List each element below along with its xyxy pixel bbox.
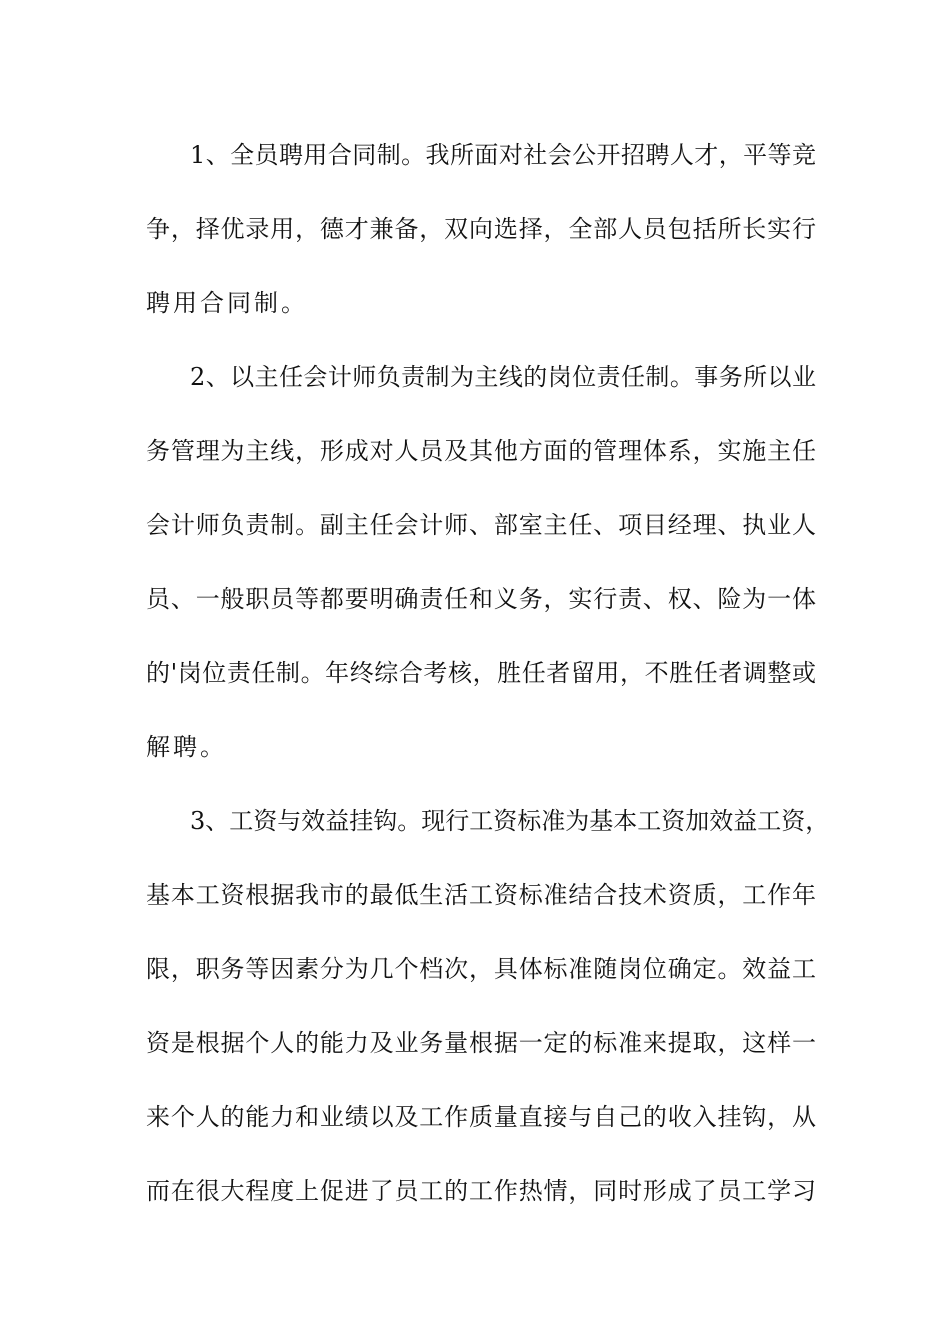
paragraph-3-line-3: 限，职务等因素分为几个档次，具体标准随岗位确定。效益工 [146,955,816,983]
paragraph-2-line-6: 解聘。 [146,733,227,761]
paragraph-3-line-4: 资是根据个人的能力及业务量根据一定的标准来提取，这样一 [146,1029,816,1057]
paragraph-2-line-3: 会计师负责制。副主任会计师、部室主任、项目经理、执业人 [146,511,816,539]
paragraph-3-line-2: 基本工资根据我市的最低生活工资标准结合技术资质，工作年 [146,881,816,909]
paragraph-2-line-2: 务管理为主线，形成对人员及其他方面的管理体系，实施主任 [146,437,816,465]
paragraph-3-line-6: 而在很大程度上促进了员工的工作热情，同时形成了员工学习 [146,1177,816,1205]
paragraph-2-line-1: 2、以主任会计师负责制为主线的岗位责任制。事务所以业 [190,363,816,391]
paragraph-3-line-1: 3、工资与效益挂钩。现行工资标准为基本工资加效益工资， [190,807,830,835]
paragraph-2-line-4: 员、一般职员等都要明确责任和义务，实行责、权、险为一体 [146,585,816,613]
paragraph-2-line-5: 的'岗位责任制。年终综合考核，胜任者留用，不胜任者调整或 [146,659,816,687]
paragraph-1-line-3: 聘用合同制。 [146,289,308,317]
paragraph-3-line-5: 来个人的能力和业绩以及工作质量直接与自己的收入挂钩，从 [146,1103,816,1131]
paragraph-1-line-1: 1、全员聘用合同制。我所面对社会公开招聘人才，平等竞 [190,141,816,169]
paragraph-1-line-2: 争，择优录用，德才兼备，双向选择，全部人员包括所长实行 [146,215,816,243]
